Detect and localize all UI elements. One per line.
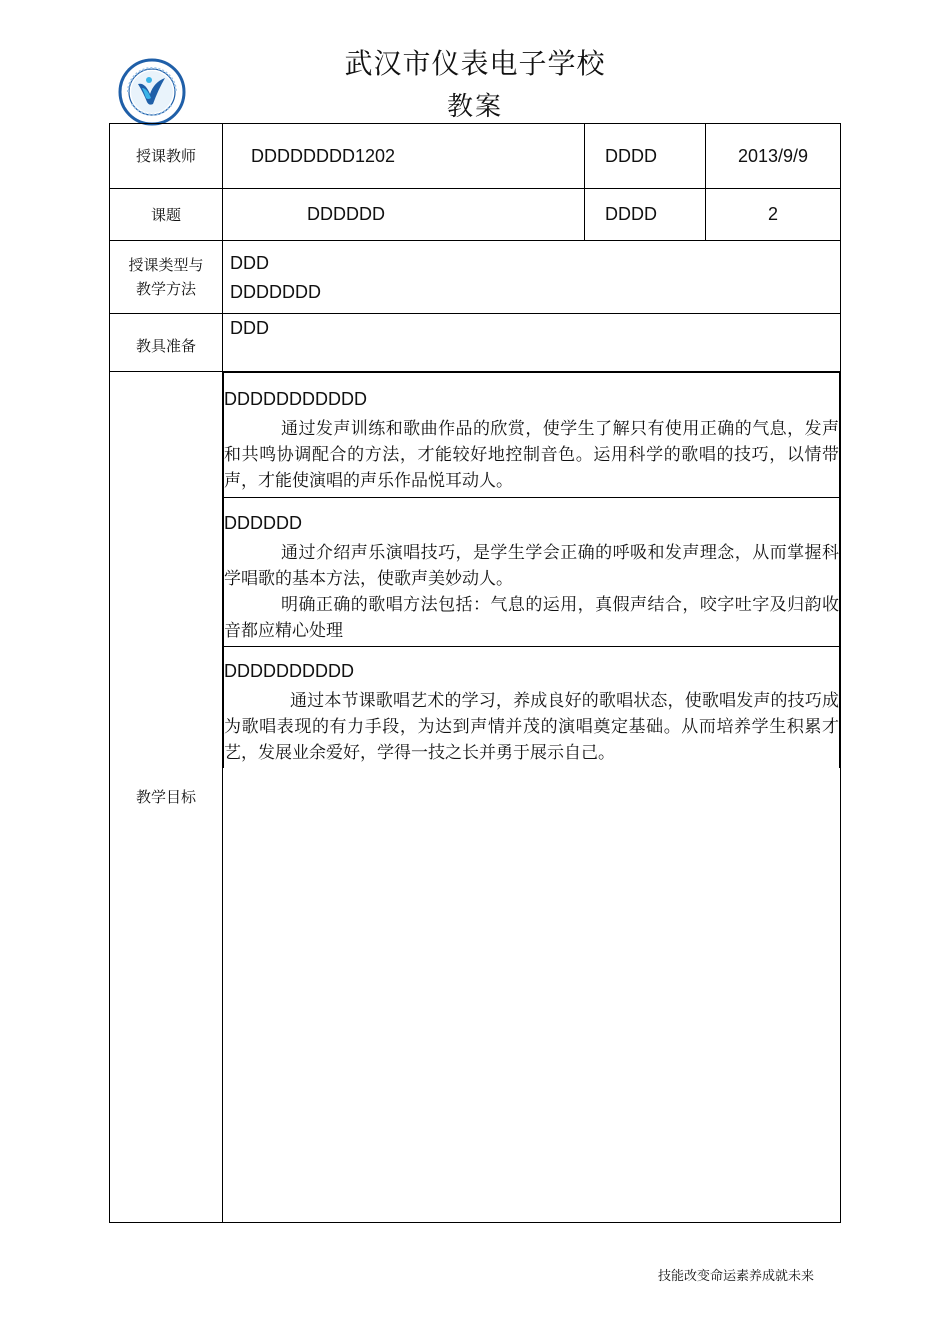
goals-cell bbox=[223, 372, 841, 1223]
goal-title: DDDDDDDDDD bbox=[224, 661, 354, 681]
equipment-label: 教具准备 bbox=[110, 314, 223, 372]
type-value-line2: DDDDDDD bbox=[230, 282, 321, 302]
goal-paragraph: 通过本节课歌唱艺术的学习，养成良好的歌唱状态，使歌唱发声的技巧成为歌唱表现的有力手段，为达到声情并茂的演唱奠定基础。从而培养学生积累才艺，发展业余爱好，学得一技之长并勇于展示自己。 bbox=[224, 691, 839, 763]
goal-paragraph: 通过介绍声乐演唱技巧，是学生学会正确的呼吸和发声理念，从而掌握科学唱歌的基本方法，使歌声美妙动人。 bbox=[224, 542, 839, 589]
lesson-plan-table bbox=[109, 123, 841, 1223]
goal-section-knowledge bbox=[224, 373, 840, 498]
date-value: 2013/9/9 bbox=[706, 124, 841, 189]
type-value-line1: DDD bbox=[230, 253, 269, 273]
goals-table bbox=[223, 372, 840, 768]
topic-label: 课题 bbox=[110, 189, 223, 241]
school-name: 武汉市仪表电子学校 bbox=[344, 47, 606, 80]
goal-section-ability bbox=[224, 498, 840, 647]
equipment-value: DDD bbox=[223, 314, 841, 372]
teacher-row bbox=[110, 124, 841, 189]
date-label: DDDD bbox=[585, 124, 706, 189]
type-label bbox=[110, 241, 223, 314]
goal-section-emotion bbox=[224, 647, 840, 769]
goal-paragraph: 明确正确的歌唱方法包括：气息的运用，真假声结合，咬字吐字及归韵收音都应精心处理 bbox=[224, 594, 839, 641]
footer-slogan: 技能改变命运素养成就未来 bbox=[658, 1269, 815, 1284]
goals-row bbox=[110, 372, 841, 1223]
equipment-row bbox=[110, 314, 841, 372]
goals-label: 教学目标 bbox=[110, 372, 223, 1223]
type-value bbox=[223, 241, 841, 314]
hours-value: 2 bbox=[706, 189, 841, 241]
teacher-value: DDDDDDDD1202 bbox=[223, 124, 585, 189]
goal-title: DDDDDDDDDDD bbox=[224, 388, 367, 409]
document-type: 教案 bbox=[446, 92, 503, 122]
hours-label: DDDD bbox=[585, 189, 706, 241]
goal-title: DDDDDD bbox=[224, 512, 302, 533]
type-label-text: 授课类型与教学方法 bbox=[128, 256, 204, 298]
topic-row bbox=[110, 189, 841, 241]
topic-value: DDDDDD bbox=[223, 189, 585, 241]
goal-paragraph: 通过发声训练和歌曲作品的欣赏，使学生了解只有使用正确的气息，发声和共鸣协调配合的方法，才能较好地控制音色。运用科学的歌唱的技巧，以情带声，才能使演唱的声乐作品悦耳动人。 bbox=[224, 418, 839, 491]
teacher-label: 授课教师 bbox=[110, 124, 223, 189]
type-row bbox=[110, 241, 841, 314]
